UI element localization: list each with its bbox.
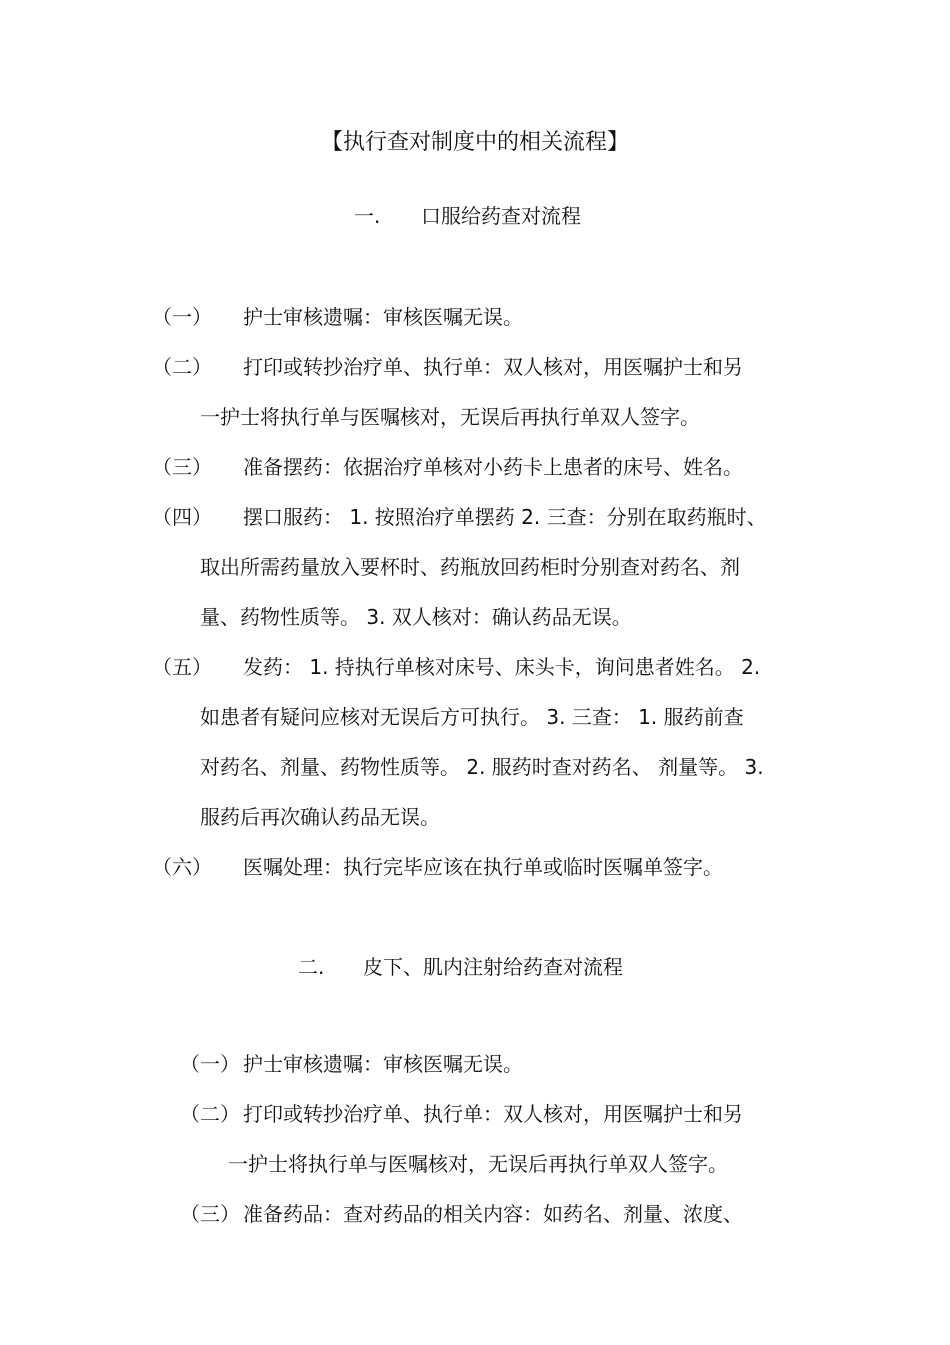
- item-marker: （六）: [152, 855, 212, 879]
- item-marker: （四）: [152, 505, 212, 529]
- item-text: 一护士将执行单与医嘱核对，无误后再执行单双人签字。: [228, 1152, 728, 1176]
- item-text: 对药名、剂量、药物性质等。 2. 服药时查对药名、 剂量等。 3.: [200, 755, 764, 779]
- item-text: 量、药物性质等。 3. 双人核对：确认药品无误。: [200, 605, 632, 629]
- item-marker: （一）: [152, 305, 212, 329]
- section-title: 皮下、肌内注射给药查对流程: [363, 955, 623, 979]
- item-marker: （五）: [152, 655, 212, 679]
- item-text: 护士审核遗嘱：审核医嘱无误。: [243, 305, 523, 329]
- section-number: 一.: [354, 204, 381, 228]
- section-title: 口服给药查对流程: [421, 204, 581, 228]
- item-text: 摆口服药： 1. 按照治疗单摆药 2. 三查：分别在取药瓶时、: [243, 505, 767, 529]
- item-marker: （二）: [152, 355, 212, 379]
- item-text: 准备药品：查对药品的相关内容：如药名、剂量、浓度、: [243, 1202, 743, 1226]
- section-number: 二.: [298, 955, 325, 979]
- item-text: 医嘱处理：执行完毕应该在执行单或临时医嘱单签字。: [243, 855, 723, 879]
- item-text: 打印或转抄治疗单、执行单：双人核对，用医嘱护士和另: [243, 355, 743, 379]
- item-text: 一护士将执行单与医嘱核对，无误后再执行单双人签字。: [200, 405, 700, 429]
- item-marker: （二）: [180, 1102, 240, 1126]
- item-text: 护士审核遗嘱：审核医嘱无误。: [243, 1052, 523, 1076]
- item-text: 准备摆药：依据治疗单核对小药卡上患者的床号、姓名。: [243, 455, 743, 479]
- item-text: 如患者有疑问应核对无误后方可执行。 3. 三查： 1. 服药前查: [200, 705, 744, 729]
- item-text: 打印或转抄治疗单、执行单：双人核对，用医嘱护士和另: [243, 1102, 743, 1126]
- item-marker: （三）: [152, 455, 212, 479]
- item-text: 取出所需药量放入要杯时、药瓶放回药柜时分别查对药名、剂: [200, 555, 740, 579]
- item-text: 服药后再次确认药品无误。: [200, 805, 440, 829]
- document-title: 【执行查对制度中的相关流程】: [320, 130, 629, 155]
- item-marker: （三）: [180, 1202, 240, 1226]
- item-text: 发药： 1. 持执行单核对床号、床头卡，询问患者姓名。 2.: [243, 655, 761, 679]
- item-marker: （一）: [180, 1052, 240, 1076]
